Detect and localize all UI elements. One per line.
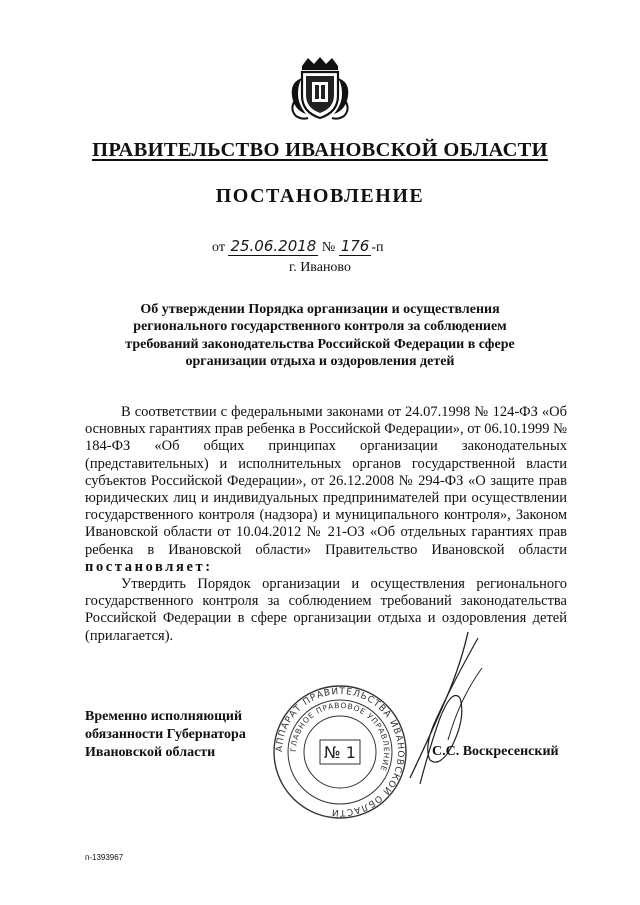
number-value: 176 [340,237,370,255]
number-sign: № [321,240,336,255]
signer-position [85,708,285,762]
signer-name: С.С. Воскресенский [432,744,559,759]
document-type-heading: ПОСТАНОВЛЕНИЕ [215,185,425,207]
coat-of-arms-emblem [288,56,352,122]
date-value: 25.06.2018 [230,237,317,255]
government-title-text: ПРАВИТЕЛЬСТВО ИВАНОВСКОЙ ОБЛАСТИ [92,139,548,161]
document-body [85,404,567,645]
resolves-word: постановляет: [85,558,213,575]
signer-position-line: обязанности Губернатора [85,727,246,742]
number-field [339,239,372,256]
date-field [228,239,318,256]
signer-position-line: Ивановской области [85,745,216,760]
handwritten-signature [390,628,510,788]
date-prefix: от [212,240,225,255]
preamble-paragraph [85,404,567,576]
svg-text:ГЛАВНОЕ ПРАВОВОЕ УПРАВЛЕНИЕ [289,701,391,773]
stamp-center-label: № 1 [324,743,356,762]
decision-paragraph: Утвердить Порядок организации и осуществления регионального государственного контроля за соблюдением требований законодательства Российской Федерации в сфере организации отдыха и оздоровления детей (прилагается). [85,576,567,644]
signer-position-line: Временно исполняющий [85,709,243,724]
government-title [0,139,640,162]
document-code: п-1393967 [85,853,124,862]
official-seal-stamp [270,682,410,822]
number-suffix: -п [371,240,384,255]
city-line: г. Иваново [289,260,351,275]
stamp-inner-text: ГЛАВНОЕ ПРАВОВОЕ УПРАВЛЕНИЕ [288,700,392,773]
preamble-text: В соответствии с федеральными законами от 24.07.1998 № 124-ФЗ «Об основных гарантиях прав ребенка в Российской Федерации», от 06.10.1999 № 184-ФЗ «Об общих принципах организации законодательных (представительных) и исполнительных органов государственной власти субъектов Российской Федерации», от 26.12.2008 № 294-ФЗ «О защите прав юридических лиц и индивидуальных предпринимателей при осуществлении государственного контроля (надзора) и муниципального контроля», Законом Ивановской области от 10.04.2012 № 21-ОЗ «Об отдельных гарантиях прав ребенка в Ивановской области» Правительство Ивановской области [85,404,567,558]
document-subject: Об утверждении Порядка организации и осуществления регионального государственного контроля за соблюдением требований законодательства Российской Федерации в сфере организации отдыха и оздоровления детей [125,302,515,370]
stamp-outer-text: АППАРАТ ПРАВИТЕЛЬСТВА ИВАНОВСКОЙ ОБЛАСТИ [274,686,406,818]
